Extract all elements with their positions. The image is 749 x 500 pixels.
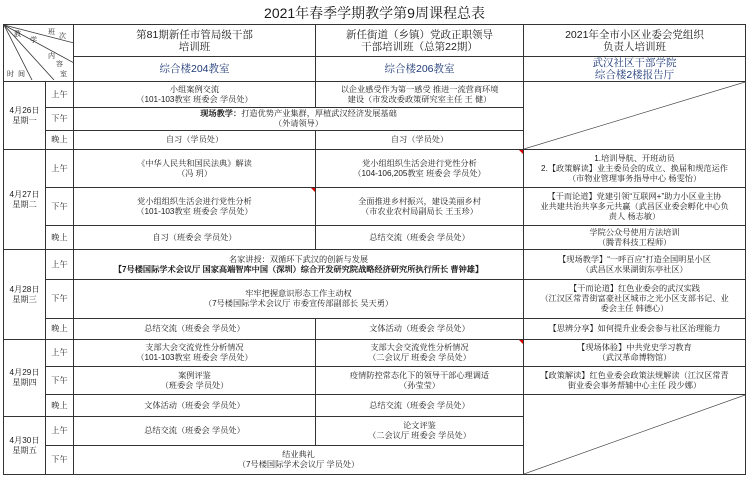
course-cell: 【干而论道】红色业委会的武汉实践 （江汉区常青街富豪社区城市之光小区支部书记、业 委会主任 韩德心） (524, 280, 746, 319)
course-cell: 总结交流（班委会 学员处） (74, 319, 316, 340)
period-label: 上午 (46, 150, 74, 188)
room-3: 武汉社区干部学院 综合楼2楼报告厅 (524, 57, 746, 82)
course-cell: 支部大会交流党性分析情况 （101-103教室 班委会 学员处） (74, 340, 316, 367)
period-label: 下午 (46, 446, 74, 475)
course-cell-merged (74, 250, 524, 280)
course-cell: 1.培训导航、开班动员 2.【政策解读】业主委员会的成立、换届和规范运作 （市物业管理事务指导中心 杨雯怡） (524, 150, 746, 188)
page-title: 2021年春季学期教学第9周课程总表 (264, 5, 485, 21)
period-label: 晚上 (46, 395, 74, 417)
course-title: 打造优势产业集群，厚植武汉经济发展基础 (241, 109, 397, 118)
course-cell: 文体活动（班委会 学员处） (74, 395, 316, 417)
corner-label: 班 (48, 29, 55, 36)
course-cell: 《中华人民共和国民法典》解读 （冯 玥） (74, 150, 316, 188)
header-corner (4, 25, 74, 82)
corner-label: 室 (60, 71, 67, 78)
course-cell: 自习（学员处） (74, 131, 316, 150)
course-cell: 支部大会交流党性分析情况 （二会议厅 班委会 学员处） (316, 340, 524, 367)
day-label: 4月27日 星期二 (4, 150, 46, 250)
course-cell: 党小组组织生活会进行党性分析 （104-106,205教室 班委会 学员处） (316, 150, 524, 188)
course-cell: 文体活动（班委会 学员处） (316, 319, 524, 340)
course-cell: 总结交流（班委会 学员处） (316, 395, 524, 417)
course-cell: 【干而论道】党建引领“互联网+”助力小区业主协 业共建共治共享多元共赢（武昌区业委会孵化中心负 责人 杨志敏） (524, 188, 746, 226)
room-1: 综合楼204教室 (74, 57, 316, 82)
corner-label: 间 (18, 71, 25, 78)
course-type: 现场教学： (200, 109, 242, 118)
course-cell: 【政策解读】红色业委会政策法规解读（江汉区常青 街业委会事务帮辅中心主任 段少娜） (524, 367, 746, 395)
schedule-table (3, 24, 746, 475)
course-cell: 【思辨分享】如何提升业委会参与社区治理能力 (524, 319, 746, 340)
class-header-1: 第81期新任市管局级干部 培训班 (74, 25, 316, 57)
period-label: 上午 (46, 250, 74, 280)
course-cell: 小组案例交流 （101-103教室 班委会 学员处） (74, 82, 316, 108)
corner-label: 学 (30, 37, 37, 44)
course-cell-merged: 结业典礼 （7号楼国际学术会议厅 学员处） (74, 446, 524, 475)
corner-label: 内 (48, 53, 55, 60)
room-2: 综合楼206教室 (316, 57, 524, 82)
period-label: 下午 (46, 108, 74, 131)
course-cell: 总结交流（班委会 学员处） (74, 417, 316, 446)
period-label: 晚上 (46, 226, 74, 250)
period-label: 上午 (46, 340, 74, 367)
corner-label: 次 (59, 33, 66, 40)
day-label: 4月26日 星期一 (4, 82, 46, 150)
course-cell-merged (74, 108, 524, 131)
course-cell: 自习（班委会 学员处） (74, 226, 316, 250)
period-label: 下午 (46, 188, 74, 226)
course-speaker: 【7号楼国际学术会议厅 国家高端智库中国（深圳）综合开发研究院战略经济研究所执行所长 曹钟雄】 (113, 264, 484, 274)
course-speaker: （外请领导） (273, 119, 324, 128)
corner-label: 教 (14, 31, 21, 38)
period-label: 晚上 (46, 131, 74, 150)
period-label: 下午 (46, 367, 74, 395)
day-label: 4月28日 星期三 (4, 250, 46, 340)
course-cell: 党小组组织生活会进行党性分析 （101-103教室 班委会 学员处） (74, 188, 316, 226)
day-label: 4月30日 星期五 (4, 417, 46, 475)
empty-slot-cell (524, 395, 746, 475)
empty-slot-cell (524, 82, 746, 150)
course-cell: 学院公众号使用方法培训 （腾青科技工程师） (524, 226, 746, 250)
period-label: 晚上 (46, 319, 74, 340)
course-cell: 自习（学员处） (316, 131, 524, 150)
course-cell: 总结交流（班委会 学员处） (316, 226, 524, 250)
course-cell: 案例评鉴 （班委会 学员处） (74, 367, 316, 395)
course-cell: 【现场体验】中共党史学习教育 （武汉革命博物馆） (524, 340, 746, 367)
course-cell: 全面推进乡村振兴，建设美丽乡村 （市农业农村局副局长 王玉珍） (316, 188, 524, 226)
class-header-2: 新任街道（乡镇）党政正职领导 干部培训班（总第22期） (316, 25, 524, 57)
course-cell: 【现场教学】“一呼百应”打造全国明星小区 （武昌区水果湖街东亭社区） (524, 250, 746, 280)
course-title: 名家讲授：双循环下武汉的创新与发展 (228, 254, 369, 264)
period-label: 上午 (46, 82, 74, 108)
corner-label: 容 (56, 61, 63, 68)
course-cell: 以企业感受作为第一感受 推进一流营商环境 建设（市发改委政策研究室主任 王 健） (316, 82, 524, 108)
course-cell: 疫情防控常态化下的领导干部心理调适 （孙莹莹） (316, 367, 524, 395)
corner-label: 时 (7, 71, 14, 78)
class-header-3: 2021年全市小区业委会党组织 负责人培训班 (524, 25, 746, 57)
period-label: 上午 (46, 417, 74, 446)
course-cell-merged: 牢牢把握意识形态工作主动权 （7号楼国际学术会议厅 市委宣传部副部长 吴天勇） (74, 280, 524, 319)
day-label: 4月29日 星期四 (4, 340, 46, 417)
period-label: 下午 (46, 280, 74, 319)
course-cell: 论文评鉴 （二会议厅 班委会 学员处） (316, 417, 524, 446)
